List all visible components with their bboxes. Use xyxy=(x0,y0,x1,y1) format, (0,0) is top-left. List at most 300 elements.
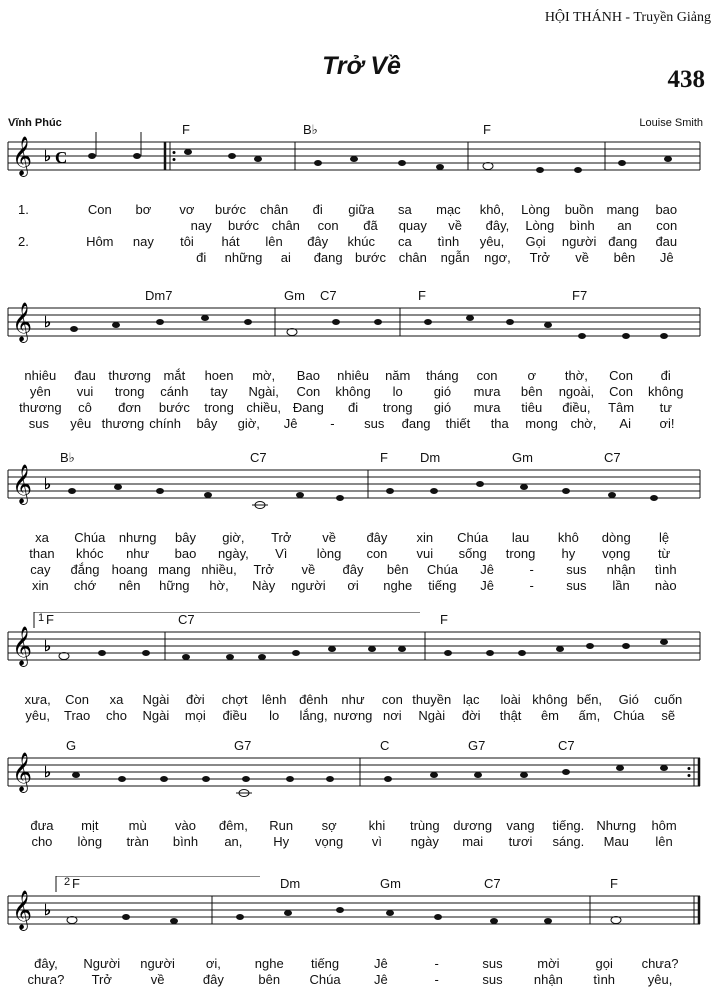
lyric-word: mưa xyxy=(473,400,501,415)
lyric-word: trong xyxy=(204,400,234,415)
lyric-word: nhiêu xyxy=(337,368,369,383)
lyric-word: Hôm xyxy=(86,234,114,249)
song-title: Trở Về xyxy=(322,52,401,80)
lyric-word: lênh xyxy=(261,692,287,707)
lyric-word: Gió xyxy=(618,692,639,707)
chord-symbol: B♭ xyxy=(60,450,75,465)
lyric-word: xin xyxy=(32,578,49,593)
svg-text:♭: ♭ xyxy=(44,315,52,331)
lyric-word: hờ, xyxy=(209,578,229,593)
music-staff xyxy=(0,450,723,525)
lyric-word: Tâm xyxy=(608,400,635,415)
music-system-4 xyxy=(0,612,723,732)
lyric-word: giờ, xyxy=(222,530,245,545)
lyric-word: ơi, xyxy=(205,956,221,971)
lyric-word: điều xyxy=(222,708,248,723)
music-system-5 xyxy=(0,738,723,858)
music-system-6 xyxy=(0,876,723,996)
lyric-word: mai xyxy=(462,834,484,849)
lyric-word: nghe xyxy=(254,956,284,971)
lyric-word: mù xyxy=(128,818,147,833)
lyric-word: điều, xyxy=(562,400,591,415)
lyric-word: chân xyxy=(271,218,300,233)
lyric-word: sống xyxy=(458,546,487,561)
lyric-word: Jê xyxy=(480,578,494,593)
lyric-word: tươi xyxy=(508,834,533,849)
lyric-word: yêu, xyxy=(25,708,50,723)
lyric-word: Con xyxy=(65,692,90,707)
lyric-word: sus xyxy=(364,416,385,431)
lyric-word: Trở xyxy=(253,562,274,577)
verse-number: 1. xyxy=(18,202,29,217)
music-staff xyxy=(0,612,723,687)
lyric-word: Run xyxy=(269,818,294,833)
lyric-word: người xyxy=(561,234,597,249)
lyric-word: Trở xyxy=(91,972,112,987)
lyric-word: tư xyxy=(659,400,672,415)
lyric-word: sợ xyxy=(321,818,337,833)
lyric-word: con xyxy=(317,218,339,233)
lyric-word: gió xyxy=(433,384,452,399)
lyric-word: cuốn xyxy=(654,692,683,707)
lyric-word: Chúa xyxy=(74,530,106,545)
lyric-word: người xyxy=(291,578,326,593)
lyric-word: Jê xyxy=(659,250,674,265)
lyric-word: bên xyxy=(258,972,281,987)
lyric-word: trùng xyxy=(409,818,440,833)
lyric-word: nghe xyxy=(383,578,413,593)
lyric-word: Ai xyxy=(619,416,631,431)
lyric-word: khóc xyxy=(76,546,104,561)
lyric-word: Jê xyxy=(374,972,388,987)
lyric-word: tràn xyxy=(126,834,149,849)
lyric-word: Trở xyxy=(529,250,550,265)
lyric-word: không xyxy=(532,692,568,707)
lyric-line xyxy=(18,972,688,988)
volta-number: 1 xyxy=(38,612,45,624)
lyric-word: chân xyxy=(398,250,427,265)
lyric-word: loài xyxy=(500,692,521,707)
lyric-word: dương xyxy=(453,818,493,833)
lyric-word: nương xyxy=(333,708,373,723)
lyric-word: sus xyxy=(566,578,587,593)
lyric-word: ngơ, xyxy=(484,250,511,265)
lyric-word: đã xyxy=(363,218,378,233)
lyric-word: chính xyxy=(149,416,181,431)
lyric-word: Người xyxy=(83,956,121,971)
lyric-word: chân xyxy=(260,202,289,217)
lyric-word: Con xyxy=(609,368,633,383)
lyric-word: an xyxy=(617,218,632,233)
lyric-word: đang xyxy=(313,250,343,265)
lyric-word: người xyxy=(140,956,175,971)
lyric-word: cho xyxy=(106,708,127,723)
lyric-word: Ngài xyxy=(142,692,170,707)
lyric-word: hy xyxy=(561,546,576,561)
lyric-word: sus xyxy=(28,416,50,431)
lyric-word: mang xyxy=(158,562,191,577)
lyric-word: xưa, xyxy=(24,692,51,707)
lyric-word: ơi xyxy=(347,578,359,593)
lyric-word: - xyxy=(434,972,439,987)
lyric-word: ngày xyxy=(410,834,439,849)
svg-text:♭: ♭ xyxy=(44,765,52,781)
lyric-word: đưa xyxy=(30,818,54,833)
lyric-word: lên xyxy=(655,834,673,849)
lyric-word: đêm, xyxy=(218,818,248,833)
chord-symbol: Gm xyxy=(284,288,305,303)
svg-text:♭: ♭ xyxy=(44,903,52,919)
hymn-number: 438 xyxy=(667,66,705,93)
chord-symbol: G7 xyxy=(468,738,486,753)
lyric-word: tay xyxy=(210,384,228,399)
lyric-word: Này xyxy=(252,578,276,593)
lyric-word: gió xyxy=(433,400,452,415)
svg-text:𝄞: 𝄞 xyxy=(12,890,33,930)
lyric-word: khi xyxy=(368,818,386,833)
lyric-line xyxy=(18,834,688,850)
lyric-word: - xyxy=(434,956,439,971)
lyric-word: tiếng xyxy=(428,578,457,593)
lyric-word: yêu xyxy=(70,416,92,431)
lyric-word: đây xyxy=(202,972,224,987)
lyric-word: bên xyxy=(386,562,409,577)
lyric-line xyxy=(18,384,688,400)
lyric-word: vui xyxy=(76,384,94,399)
lyric-word: xin xyxy=(416,530,434,545)
lyric-word: Con xyxy=(609,384,633,399)
lyric-word: sus xyxy=(482,972,503,987)
lyric-word: than xyxy=(29,546,55,561)
lyric-word: bước xyxy=(215,202,246,217)
lyric-word: đi xyxy=(347,400,359,415)
region-label: Vĩnh Phúc xyxy=(8,117,62,129)
lyric-word: lòng xyxy=(316,546,342,561)
lyric-word: ai xyxy=(280,250,291,265)
lyric-word: lên xyxy=(265,234,283,249)
lyric-line xyxy=(18,956,688,972)
lyric-word: - xyxy=(529,578,534,593)
lyric-word: đi xyxy=(660,368,671,383)
lyric-word: bao xyxy=(655,202,678,217)
lyric-word: về xyxy=(575,250,589,265)
lyric-word: Ngài xyxy=(142,708,170,723)
lyric-word: nhiêu xyxy=(24,368,57,383)
lyric-word: hoen xyxy=(204,368,234,383)
lyric-word: lo xyxy=(392,384,403,399)
lyric-line xyxy=(18,202,688,218)
lyric-word: đênh xyxy=(299,692,328,707)
lyric-word: về xyxy=(448,218,462,233)
chord-symbol: C7 xyxy=(604,450,621,465)
lyric-word: sus xyxy=(566,562,587,577)
lyric-word: đang xyxy=(608,234,638,249)
lyric-word: đây, xyxy=(485,218,510,233)
lyric-word: cô xyxy=(78,400,92,415)
svg-text:𝄞: 𝄞 xyxy=(12,626,33,666)
chord-symbol: F xyxy=(380,450,388,465)
lyric-word: vang xyxy=(506,818,535,833)
lyric-word: Chúa xyxy=(309,972,341,987)
lyric-line xyxy=(180,218,688,234)
svg-text:♭: ♭ xyxy=(44,477,52,493)
chord-symbol: Gm xyxy=(380,876,401,891)
lyric-word: xa xyxy=(109,692,124,707)
lyric-word: những xyxy=(224,250,263,265)
lyric-word: dòng xyxy=(601,530,631,545)
lyric-line xyxy=(18,530,688,546)
lyric-word: quay xyxy=(398,218,427,233)
lyric-word: lần xyxy=(612,578,630,593)
lyric-word: khúc xyxy=(347,234,375,249)
lyric-word: mắt xyxy=(163,368,186,383)
lyric-word: đi xyxy=(196,250,207,265)
lyric-word: đơn xyxy=(118,400,142,415)
music-system-2 xyxy=(0,288,723,438)
lyric-word: tiếng. xyxy=(552,818,585,833)
chord-symbol: F xyxy=(72,876,80,891)
chord-symbol: G7 xyxy=(234,738,252,753)
lyric-line xyxy=(18,368,688,384)
lyric-word: cho xyxy=(31,834,53,849)
lyric-word: cay xyxy=(30,562,51,577)
lyric-word: tiếng xyxy=(310,956,340,971)
lyric-word: xa xyxy=(35,530,49,545)
lyric-word: yêu, xyxy=(647,972,673,987)
lyric-word: về xyxy=(150,972,165,987)
lyric-word: vơ xyxy=(179,202,195,217)
lyric-word: tôi xyxy=(180,234,194,249)
lyric-word: con xyxy=(656,218,678,233)
lyric-word: tình xyxy=(593,972,616,987)
lyric-word: năm xyxy=(385,368,411,383)
lyric-word: tình xyxy=(654,562,677,577)
lyric-word: sus xyxy=(482,956,503,971)
svg-text:C: C xyxy=(55,148,68,167)
lyric-word: chợt xyxy=(221,692,248,707)
chord-symbol: F xyxy=(182,122,190,137)
lyric-word: bên xyxy=(520,384,543,399)
lyric-word: cánh xyxy=(160,384,189,399)
lyric-word: thương xyxy=(101,416,145,431)
lyric-word: đau xyxy=(74,368,96,383)
lyric-word: nên xyxy=(118,578,141,593)
lyric-word: thương xyxy=(19,400,62,415)
svg-text:♭: ♭ xyxy=(44,639,52,655)
lyric-word: đây, xyxy=(34,956,58,971)
lyric-word: thương xyxy=(108,368,151,383)
lyric-line xyxy=(18,578,688,594)
lyric-word: mưa xyxy=(473,384,501,399)
lyric-word: sẽ xyxy=(661,708,676,723)
lyric-word: chớ xyxy=(73,578,97,593)
chord-symbol: C7 xyxy=(558,738,575,753)
lyric-word: ngày, xyxy=(217,546,249,561)
lyric-word: mịt xyxy=(81,818,99,833)
lyric-word: Ngài xyxy=(418,708,446,723)
svg-text:𝄞: 𝄞 xyxy=(12,752,33,792)
verse-number: 2. xyxy=(18,234,29,249)
chord-symbol: C7 xyxy=(178,612,195,627)
lyric-word: nhiều, xyxy=(201,562,237,577)
lyric-word: giờ, xyxy=(237,416,260,431)
lyric-word: Chúa xyxy=(426,562,458,577)
lyric-word: Nhưng xyxy=(596,818,637,833)
lyric-word: Jê xyxy=(480,562,494,577)
chord-symbol: F xyxy=(483,122,491,137)
lyric-word: lo xyxy=(269,708,280,723)
lyric-word: khô, xyxy=(479,202,505,217)
lyric-word: thiết xyxy=(445,416,471,431)
lyric-word: êm xyxy=(540,708,560,723)
lyric-word: Mau xyxy=(603,834,629,849)
music-staff xyxy=(0,876,723,951)
lyric-word: đời xyxy=(186,692,205,707)
lyric-word: lạc xyxy=(462,692,480,707)
lyric-word: tiêu xyxy=(521,400,543,415)
lyric-word: vọng xyxy=(602,546,631,561)
lyric-word: không xyxy=(335,384,371,399)
lyric-word: bước xyxy=(228,218,259,233)
lyric-word: Jê xyxy=(374,956,388,971)
lyric-word: từ xyxy=(657,546,671,561)
lyric-word: con xyxy=(476,368,498,383)
lyric-word: nhận xyxy=(606,562,636,577)
lyric-word: như xyxy=(126,546,150,561)
lyric-line xyxy=(180,250,688,266)
lyric-word: giữa xyxy=(348,202,375,217)
music-system-1 xyxy=(0,122,723,272)
lyric-word: nhưng xyxy=(118,530,157,545)
lyric-word: Bao xyxy=(296,368,320,383)
lyric-word: bây xyxy=(175,530,196,545)
chord-symbol: Gm xyxy=(512,450,533,465)
lyric-word: Lòng xyxy=(521,202,551,217)
lyric-word: tháng xyxy=(426,368,459,383)
chord-symbol: C7 xyxy=(250,450,267,465)
lyric-word: về xyxy=(301,562,316,577)
svg-text:𝄞: 𝄞 xyxy=(12,302,33,342)
lyric-word: hoang xyxy=(111,562,148,577)
lyric-word: Gọi xyxy=(525,234,546,249)
lyric-word: chưa? xyxy=(641,956,679,971)
lyric-word: Chúa xyxy=(457,530,489,545)
svg-text:𝄞: 𝄞 xyxy=(12,136,33,176)
lyric-word: vì xyxy=(371,834,382,849)
svg-text:♭: ♭ xyxy=(44,149,52,165)
lyric-word: chờ, xyxy=(570,416,597,431)
chord-symbol: Dm xyxy=(280,876,301,891)
lyric-word: nay xyxy=(132,234,154,249)
lyric-word: Chúa xyxy=(613,708,645,723)
chord-symbol: C7 xyxy=(484,876,501,891)
chord-symbol: F xyxy=(418,288,426,303)
lyric-word: Con xyxy=(87,202,112,217)
lyric-line xyxy=(18,546,688,562)
chord-symbol: F7 xyxy=(572,288,588,303)
lyric-word: lắng, xyxy=(299,708,328,723)
lyric-word: lòng xyxy=(77,834,103,849)
lyric-word: bình xyxy=(172,834,199,849)
lyric-word: vọng xyxy=(314,834,344,849)
chord-symbol: C7 xyxy=(320,288,337,303)
lyric-word: yêu, xyxy=(479,234,505,249)
lyric-word: hững xyxy=(159,578,190,593)
lyric-word: vào xyxy=(175,818,196,833)
lyric-word: Ngài, xyxy=(248,384,279,399)
lyric-word: Lòng xyxy=(525,218,555,233)
lyric-word: nay xyxy=(190,218,212,233)
lyric-word: bước xyxy=(158,400,190,415)
lyric-word: Đang xyxy=(292,400,324,415)
lyric-word: Vì xyxy=(275,546,288,561)
lyric-word: tình xyxy=(437,234,460,249)
lyric-word: đau xyxy=(655,234,678,249)
lyric-word: mọi xyxy=(184,708,206,723)
lyric-word: mong xyxy=(525,416,558,431)
lyric-word: an, xyxy=(224,834,243,849)
lyric-word: nhận xyxy=(533,972,563,987)
chord-symbol: B♭ xyxy=(303,122,318,137)
author-label: Louise Smith xyxy=(639,117,703,129)
lyric-line xyxy=(18,416,688,432)
lyric-word: tha xyxy=(490,416,509,431)
lyric-word: ca xyxy=(397,234,412,249)
lyric-word: - xyxy=(529,562,534,577)
chord-symbol: C xyxy=(380,738,390,753)
music-system-3 xyxy=(0,450,723,600)
lyric-word: đắng xyxy=(70,562,100,577)
lyric-word: mờ, xyxy=(252,368,276,383)
lyric-word: vui xyxy=(416,546,434,561)
chord-symbol: Dm xyxy=(420,450,441,465)
lyric-word: sáng. xyxy=(552,834,585,849)
lyric-word: ơ xyxy=(527,368,536,383)
lyric-line xyxy=(18,562,688,578)
lyric-line xyxy=(18,692,688,708)
lyric-word: thật xyxy=(499,708,522,723)
lyric-word: Jê xyxy=(283,416,298,431)
chord-symbol: G xyxy=(66,738,77,753)
lyric-word: không xyxy=(648,384,684,399)
lyric-word: đây xyxy=(342,562,364,577)
lyric-word: trong xyxy=(114,384,145,399)
music-staff xyxy=(0,288,723,363)
lyric-word: Hy xyxy=(273,834,290,849)
lyric-word: Trao xyxy=(63,708,91,723)
lyric-word: mang xyxy=(606,202,639,217)
lyric-word: trong xyxy=(505,546,536,561)
lyric-word: bây xyxy=(196,416,218,431)
lyric-word: con xyxy=(366,546,388,561)
lyric-line xyxy=(18,818,688,834)
lyric-word: nào xyxy=(654,578,677,593)
chord-symbol: Dm7 xyxy=(145,288,173,303)
lyric-word: bên xyxy=(613,250,636,265)
chord-symbol: F xyxy=(610,876,618,891)
lyric-word: ơi! xyxy=(659,416,675,431)
lyric-word: con xyxy=(381,692,403,707)
lyric-word: thờ, xyxy=(564,368,588,383)
lyric-word: bước xyxy=(354,250,386,265)
lyric-line xyxy=(18,234,688,250)
lyric-word: chiều, xyxy=(246,400,282,415)
lyric-word: về xyxy=(322,530,336,545)
lyric-word: chưa? xyxy=(27,972,65,987)
lyric-word: ấm, xyxy=(578,708,601,723)
lyric-word: Con xyxy=(296,384,321,399)
lyric-word: bao xyxy=(174,546,197,561)
